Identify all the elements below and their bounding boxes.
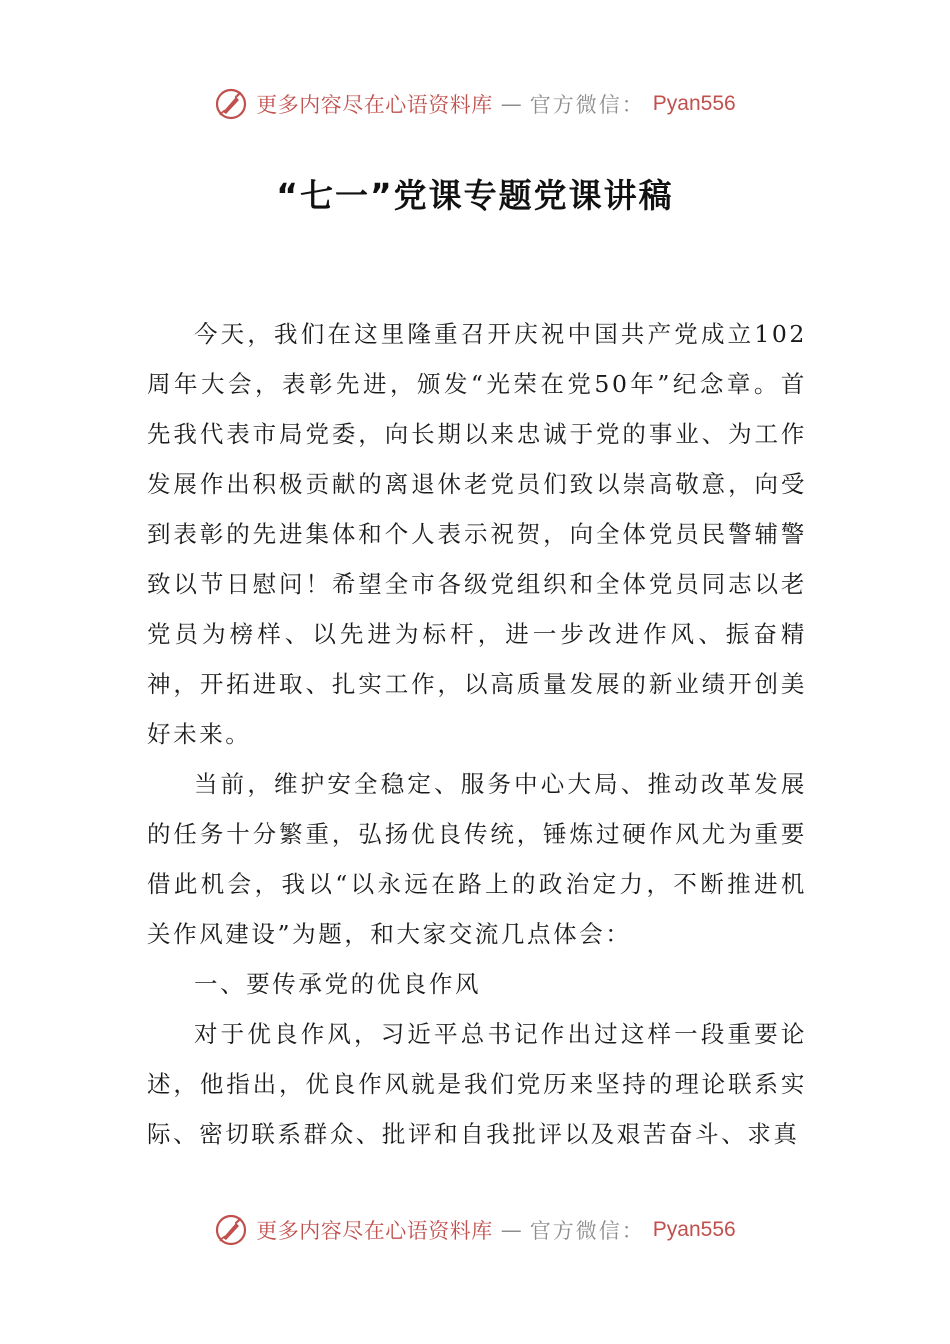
footer-slogan: 更多内容尽在心语资料库 <box>256 1219 493 1243</box>
body-paragraph-2: 当前，维护安全稳定、服务中心大局、推动改革发展的任务十分繁重，弘扬优良传统，锤炼过硬作风尤为重要借此机会，我以“以永远在路上的政治定力，不断推进机关作风建设”为题，和大家交流几点体会： <box>147 770 807 948</box>
banner-wechat-id: Pyan556 <box>652 92 736 115</box>
section-heading-1: 一、要传承党的优良作风 <box>194 970 482 998</box>
banner-slogan: 更多内容尽在心语资料库 <box>256 93 493 117</box>
section-1-paragraph: 对于优良作风，习近平总书记作出过这样一段重要论述，他指出，优良作风就是我们党历来坚持的理论联系实际、密切联系群众、批评和自我批评以及艰苦奋斗、求真 <box>147 1020 807 1148</box>
footer-banner <box>0 1210 950 1250</box>
pen-circle-logo-icon <box>214 1213 248 1247</box>
document-body <box>147 309 807 1159</box>
footer-dash: — <box>500 1218 522 1242</box>
banner-wechat-label: 官方微信： <box>529 93 645 117</box>
pen-circle-logo-icon <box>214 87 248 121</box>
footer-wechat-label: 官方微信： <box>529 1219 645 1243</box>
footer-wechat-id: Pyan556 <box>652 1218 736 1241</box>
document-title: “七一”党课专题党课讲稿 <box>276 176 674 215</box>
header-banner <box>0 84 950 124</box>
banner-dash: — <box>500 92 522 116</box>
body-paragraph-1: 今天，我们在这里隆重召开庆祝中国共产党成立102周年大会，表彰先进，颁发“光荣在党50年”纪念章。首先我代表市局党委，向长期以来忠诚于党的事业、为工作发展作出积极贡献的离退休老党员们致以崇高敬意，向受到表彰的先进集体和个人表示祝贺，向全体党员民警辅警致以节日慰问！希望全市各级党组织和全体党员同志以老党员为榜样、以先进为标杆，进一步改进作风、振奋精神，开拓进取、扎实工作，以高质量发展的新业绩开创美好未来。 <box>147 320 807 748</box>
